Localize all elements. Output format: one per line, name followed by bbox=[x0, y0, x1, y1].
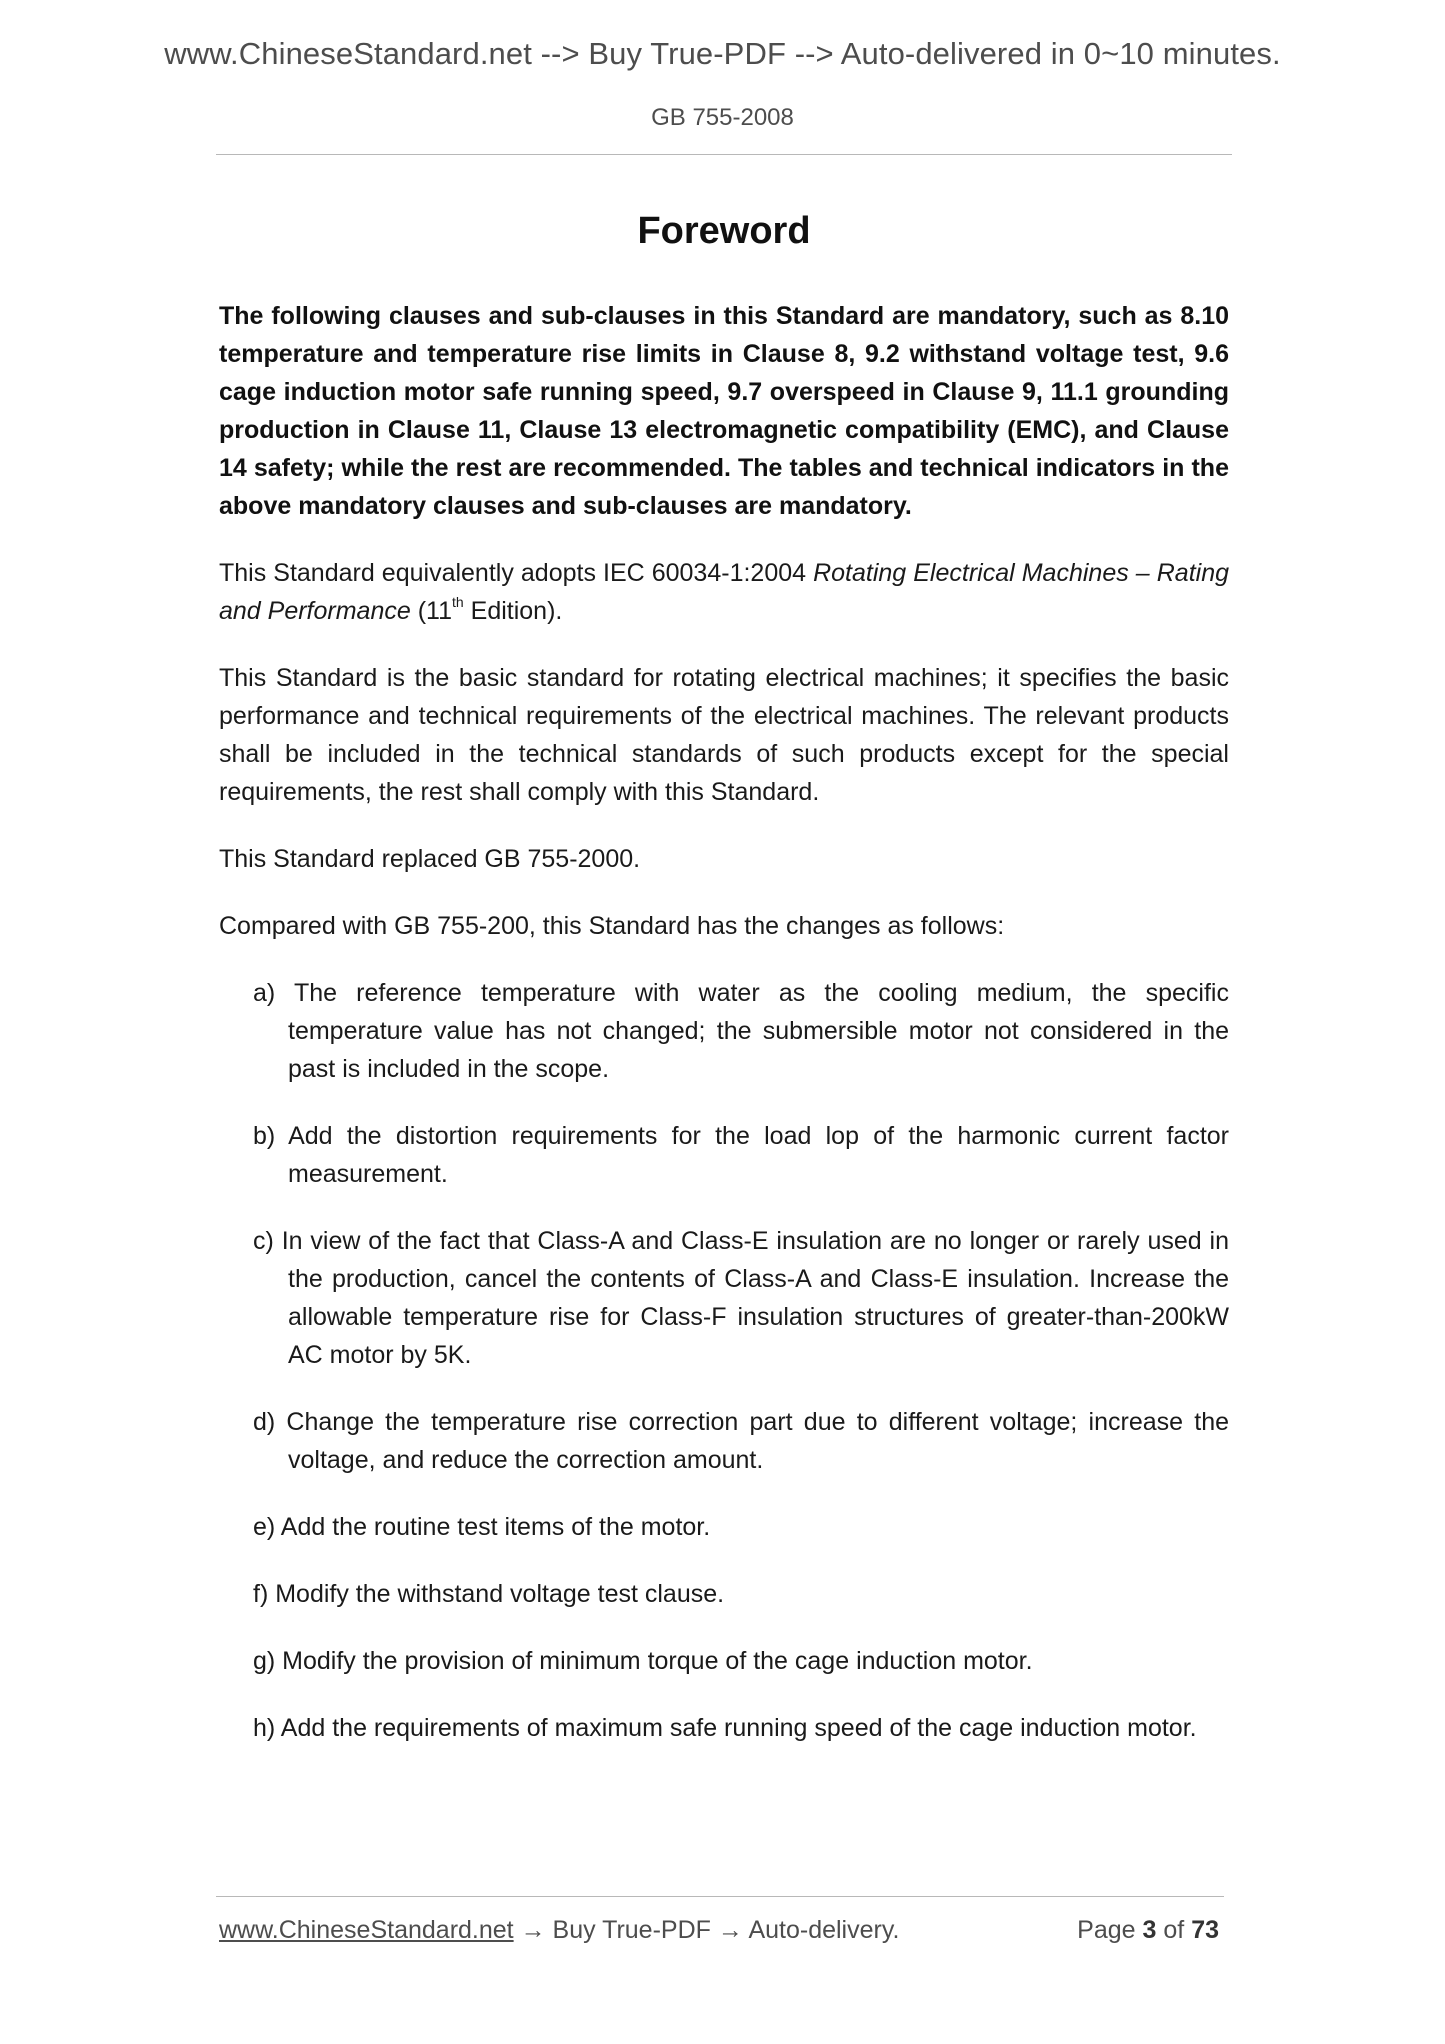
arrow-right-icon: → bbox=[717, 1916, 743, 1944]
adopted-standard-title: Rotating Electrical Machines – Rating and Performance bbox=[219, 559, 1229, 625]
change-item-b: b) Add the distortion requirements for the load lop of the harmonic current factor measurement. bbox=[253, 1122, 1229, 1188]
page-content bbox=[219, 210, 1229, 1776]
change-item-e: e) Add the routine test items of the motor. bbox=[253, 1513, 711, 1541]
footer-divider bbox=[216, 1896, 1224, 1897]
mandatory-clauses-paragraph: The following clauses and sub-clauses in this Standard are mandatory, such as 8.10 temperature and temperature rise limits in Clause 8, 9.2 withstand voltage test, 9.6 cage induction motor safe running speed, 9.7 overspeed in Clause 9, 11.1 grounding production in Clause 11, Clause 13 electromagnetic compatibility (EMC), and Clause 14 safety; while the rest are recommended. The tables and technical indicators in the above mandatory clauses and sub-clauses are mandatory. bbox=[219, 302, 1229, 520]
adoption-suffix: Edition). bbox=[463, 597, 563, 625]
page-word: Page bbox=[1077, 1916, 1136, 1944]
standard-code: GB 755-2008 bbox=[651, 104, 794, 131]
footer-promo bbox=[219, 1916, 899, 1945]
edition-superscript: th bbox=[452, 593, 464, 610]
change-item-f: f) Modify the withstand voltage test clause. bbox=[253, 1580, 725, 1608]
current-page: 3 bbox=[1142, 1916, 1157, 1944]
adoption-prefix: This Standard equivalently adopts IEC 60034-1:2004 bbox=[219, 559, 814, 587]
change-item-h: h) Add the requirements of maximum safe running speed of the cage induction motor. bbox=[253, 1714, 1197, 1742]
change-item-g: g) Modify the provision of minimum torque of the cage induction motor. bbox=[253, 1647, 1033, 1675]
replaced-paragraph: This Standard replaced GB 755-2000. bbox=[219, 845, 641, 873]
change-item-a: a) The reference temperature with water as the cooling medium, the specific temperature value has not changed; the submersible motor not considered in the past is included in the scope. bbox=[253, 979, 1229, 1083]
footer-delivery-text: Auto-delivery. bbox=[748, 1916, 900, 1944]
page-title: Foreword bbox=[637, 210, 811, 252]
changes-intro-paragraph: Compared with GB 755-200, this Standard has the changes as follows: bbox=[219, 912, 1005, 940]
page-number bbox=[1077, 1916, 1219, 1945]
footer-buy-text: Buy True-PDF bbox=[552, 1916, 711, 1944]
change-item-d: d) Change the temperature rise correction part due to different voltage; increase the voltage, and reduce the correction amount. bbox=[253, 1408, 1229, 1474]
total-pages: 73 bbox=[1191, 1916, 1219, 1944]
top-banner: www.ChineseStandard.net --> Buy True-PDF --> Auto-delivered in 0~10 minutes. bbox=[164, 36, 1281, 71]
footer-site-link[interactable]: www.ChineseStandard.net bbox=[219, 1916, 514, 1944]
basic-standard-paragraph: This Standard is the basic standard for rotating electrical machines; it specifies the basic performance and technical requirements of the electrical machines. The relevant products shall be included in the technical standards of such products except for the special requirements, the rest shall comply with this Standard. bbox=[219, 664, 1229, 806]
adoption-paragraph bbox=[219, 554, 1229, 630]
changes-list bbox=[219, 974, 1229, 1747]
header-divider bbox=[216, 154, 1232, 155]
adoption-mid: (11 bbox=[410, 597, 453, 625]
of-word: of bbox=[1163, 1916, 1185, 1944]
arrow-right-icon: → bbox=[520, 1916, 546, 1944]
change-item-c: c) In view of the fact that Class-A and Class-E insulation are no longer or rarely used in the production, cancel the contents of Class-A and Class-E insulation. Increase the allowable temperature rise for Class-F insulation structures of greater-than-200kW AC motor by 5K. bbox=[253, 1227, 1229, 1369]
